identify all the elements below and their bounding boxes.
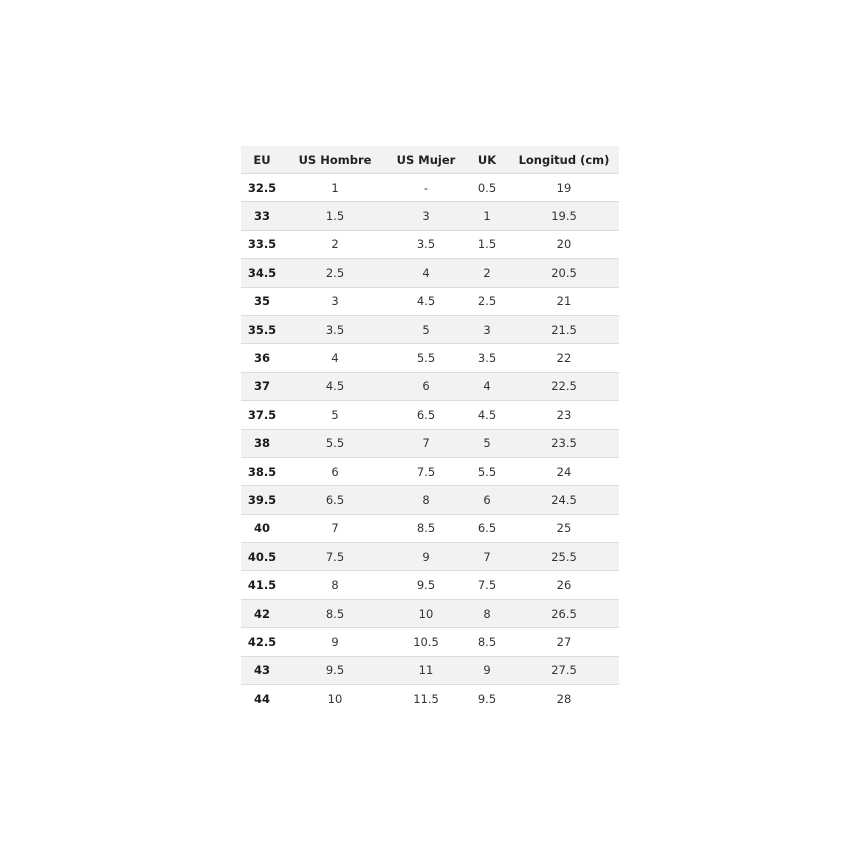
table-row	[241, 259, 619, 287]
cell-us-women: 11	[387, 656, 465, 684]
table-row	[241, 429, 619, 457]
table-row	[241, 685, 619, 713]
cell-uk: 0.5	[465, 174, 509, 202]
header-row	[241, 146, 619, 174]
cell-us-women: 3.5	[387, 230, 465, 258]
cell-us-women: 6.5	[387, 401, 465, 429]
cell-us-men: 6.5	[283, 486, 387, 514]
cell-us-men: 5.5	[283, 429, 387, 457]
cell-uk: 8.5	[465, 628, 509, 656]
table-row	[241, 174, 619, 202]
cell-us-men: 6	[283, 457, 387, 485]
cell-us-women: 5	[387, 315, 465, 343]
cell-us-women: 8.5	[387, 514, 465, 542]
cell-uk: 3.5	[465, 344, 509, 372]
cell-uk: 9	[465, 656, 509, 684]
table-row	[241, 457, 619, 485]
cell-eu: 33	[241, 202, 283, 230]
cell-us-men: 1	[283, 174, 387, 202]
cell-eu: 40	[241, 514, 283, 542]
table-row	[241, 543, 619, 571]
cell-us-women: 7	[387, 429, 465, 457]
cell-eu: 44	[253, 691, 270, 706]
size-chart-header	[241, 146, 619, 174]
cell-length: 21	[509, 287, 619, 315]
cell-uk: 2.5	[465, 287, 509, 315]
cell-length: 26.5	[509, 599, 619, 627]
table-row	[241, 287, 619, 315]
cell-us-women: 9.5	[387, 571, 465, 599]
cell-length: 23.5	[509, 429, 619, 457]
cell-length: 22	[509, 344, 619, 372]
cell-us-men: 9	[283, 628, 387, 656]
cell-uk: 5.5	[465, 457, 509, 485]
cell-uk: 6.5	[465, 514, 509, 542]
cell-us-men: 8.5	[283, 599, 387, 627]
cell-eu: 43	[241, 656, 283, 684]
cell-eu: 32.5	[241, 174, 283, 202]
cell-eu: 39.5	[241, 486, 283, 514]
cell-eu: 40.5	[241, 543, 283, 571]
cell-eu: 35.5	[241, 315, 283, 343]
table-row	[241, 372, 619, 400]
cell-eu: 35	[241, 287, 283, 315]
cell-uk: 1	[465, 202, 509, 230]
cell-eu: 38.5	[241, 457, 283, 485]
cell-length: 28	[556, 691, 572, 706]
cell-length: 20	[509, 230, 619, 258]
cell-us-women: 10.5	[387, 628, 465, 656]
cell-us-men: 3.5	[283, 315, 387, 343]
table-row	[241, 571, 619, 599]
cell-us-men: 10	[327, 691, 343, 706]
cell-length: 19.5	[509, 202, 619, 230]
table-row	[241, 514, 619, 542]
cell-us-men: 4.5	[283, 372, 387, 400]
table-row	[241, 656, 619, 684]
cell-us-men: 1.5	[283, 202, 387, 230]
cell-us-women: 6	[387, 372, 465, 400]
header-uk: UK	[465, 146, 509, 174]
cell-length: 20.5	[509, 259, 619, 287]
cell-eu: 41.5	[241, 571, 283, 599]
cell-uk: 4.5	[465, 401, 509, 429]
cell-us-women: 10	[387, 599, 465, 627]
cell-uk: 6	[465, 486, 509, 514]
cell-us-women: 4.5	[387, 287, 465, 315]
cell-uk: 2	[465, 259, 509, 287]
cell-us-women: 7.5	[387, 457, 465, 485]
cell-us-women: 11.5	[413, 691, 439, 706]
cell-eu: 33.5	[241, 230, 283, 258]
cell-us-women: 9	[387, 543, 465, 571]
table-row	[241, 401, 619, 429]
cell-uk: 7	[465, 543, 509, 571]
table-row	[241, 486, 619, 514]
cell-length: 26	[509, 571, 619, 599]
cell-us-women: 3	[387, 202, 465, 230]
cell-us-men: 4	[283, 344, 387, 372]
cell-uk: 3	[465, 315, 509, 343]
cell-us-women: 4	[387, 259, 465, 287]
cell-us-men: 5	[283, 401, 387, 429]
cell-us-men: 9.5	[283, 656, 387, 684]
header-length: Longitud (cm)	[509, 146, 619, 174]
cell-eu: 37	[241, 372, 283, 400]
table-row	[241, 344, 619, 372]
cell-length: 21.5	[509, 315, 619, 343]
cell-eu: 34.5	[241, 259, 283, 287]
size-chart-body	[241, 174, 619, 713]
cell-length: 27.5	[509, 656, 619, 684]
table-row	[241, 315, 619, 343]
cell-length: 19	[509, 174, 619, 202]
cell-us-men: 8	[283, 571, 387, 599]
cell-length: 25.5	[509, 543, 619, 571]
table-row	[241, 628, 619, 656]
cell-uk: 9.5	[477, 691, 497, 706]
cell-length: 27	[509, 628, 619, 656]
cell-uk: 4	[465, 372, 509, 400]
cell-length: 24	[509, 457, 619, 485]
table-row	[241, 599, 619, 627]
cell-eu: 42	[241, 599, 283, 627]
cell-length: 24.5	[509, 486, 619, 514]
cell-length: 22.5	[509, 372, 619, 400]
cell-uk: 1.5	[465, 230, 509, 258]
header-eu: EU	[241, 146, 283, 174]
header-us-women: US Mujer	[387, 146, 465, 174]
cell-us-men: 2	[283, 230, 387, 258]
cell-uk: 5	[465, 429, 509, 457]
cell-uk: 7.5	[465, 571, 509, 599]
cell-uk: 8	[465, 599, 509, 627]
table-row	[241, 230, 619, 258]
cell-eu: 37.5	[241, 401, 283, 429]
cell-us-men: 7.5	[283, 543, 387, 571]
cell-eu: 42.5	[241, 628, 283, 656]
cell-length: 25	[509, 514, 619, 542]
cell-us-men: 7	[283, 514, 387, 542]
cell-us-men: 2.5	[283, 259, 387, 287]
cell-length: 23	[509, 401, 619, 429]
size-chart-table	[241, 146, 619, 712]
cell-us-women: 8	[387, 486, 465, 514]
cell-eu: 38	[241, 429, 283, 457]
cell-us-women: -	[387, 174, 465, 202]
cell-eu: 36	[241, 344, 283, 372]
cell-us-women: 5.5	[387, 344, 465, 372]
cell-us-men: 3	[283, 287, 387, 315]
table-row	[241, 202, 619, 230]
header-us-men: US Hombre	[283, 146, 387, 174]
